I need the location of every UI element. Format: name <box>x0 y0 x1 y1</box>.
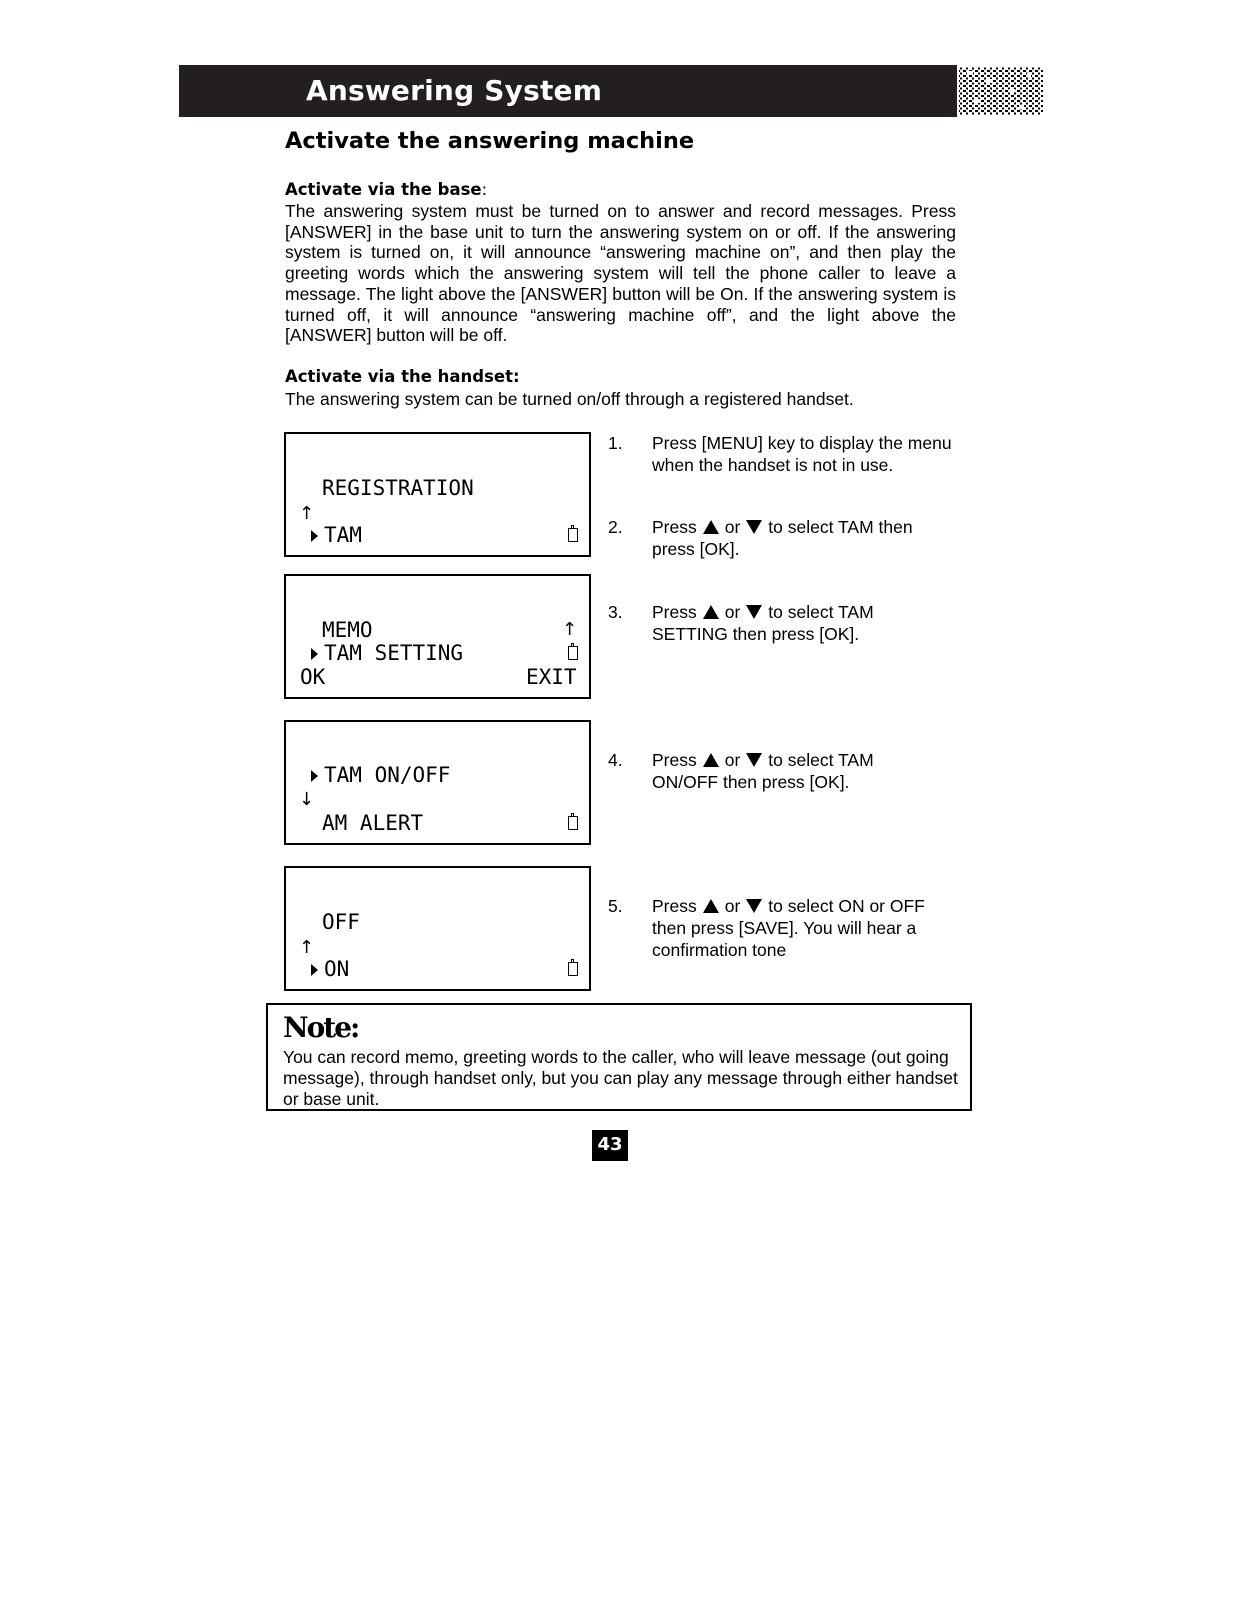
note-box <box>266 1003 972 1111</box>
lcd-screen-memo <box>284 574 591 699</box>
lcd-line-1: OFF <box>322 910 360 934</box>
up-triangle-icon <box>703 520 719 534</box>
handset-section-text: The answering system can be turned on/off through a registered handset. <box>285 389 854 409</box>
handset-section-label: Activate via the handset: <box>285 367 520 386</box>
lcd-screen-on-off <box>284 866 591 991</box>
lcd-line-1: REGISTRATION <box>322 476 474 500</box>
base-section-label: Activate via the base: <box>285 180 488 199</box>
battery-icon <box>568 528 578 542</box>
soft-key-left: OK <box>300 665 326 689</box>
down-triangle-icon <box>746 605 762 619</box>
lcd-line-2: ON <box>324 957 350 981</box>
selection-pointer-icon <box>311 964 318 976</box>
up-arrow-icon: ↑ <box>562 619 578 640</box>
up-arrow-icon: ↑ <box>299 503 315 524</box>
lcd-line-2: TAM <box>324 523 362 547</box>
down-triangle-icon <box>746 899 762 913</box>
down-triangle-icon <box>746 520 762 534</box>
lcd-line-2: AM ALERT <box>322 811 424 835</box>
selection-pointer-icon <box>311 648 318 660</box>
note-title: Note: <box>283 1011 359 1044</box>
battery-icon <box>568 646 578 660</box>
down-arrow-icon: ↓ <box>299 789 315 810</box>
page-number: 43 <box>592 1130 628 1161</box>
up-triangle-icon <box>703 605 719 619</box>
lcd-line-1: MEMO <box>322 618 373 642</box>
lcd-line-2: TAM SETTING <box>324 641 464 665</box>
lcd-line-1: TAM ON/OFF <box>324 763 451 787</box>
down-triangle-icon <box>746 753 762 767</box>
note-text: You can record memo, greeting words to the caller, who will leave message (out going message), through handset only, but you can play any message through either handset or base unit. <box>283 1047 958 1109</box>
page-heading: Activate the answering machine <box>285 128 695 154</box>
dotted-pattern-icon <box>957 65 1045 117</box>
selection-pointer-icon <box>311 530 318 542</box>
section-title: Answering System <box>306 74 603 107</box>
header-bar <box>179 65 958 117</box>
up-triangle-icon <box>703 899 719 913</box>
lcd-screen-registration <box>284 432 591 557</box>
soft-key-right: EXIT <box>526 665 577 689</box>
base-section-text: The answering system must be turned on to answer and record messages. Press [ANSWER] in the base unit to turn the answering system on or off. If the answering system is turned on, it will announce “answering machine on”, and then play the greeting words which the answering system will tell the phone caller to leave a message. The light above the [ANSWER] button will be On. If the answering system is turned off, it will announce “answering machine off”, and the light above the [ANSWER] button will be off. <box>285 201 956 346</box>
up-triangle-icon <box>703 753 719 767</box>
up-arrow-icon: ↑ <box>299 937 315 958</box>
battery-icon <box>568 962 578 976</box>
battery-icon <box>568 816 578 830</box>
lcd-screen-tam-onoff <box>284 720 591 845</box>
selection-pointer-icon <box>311 770 318 782</box>
